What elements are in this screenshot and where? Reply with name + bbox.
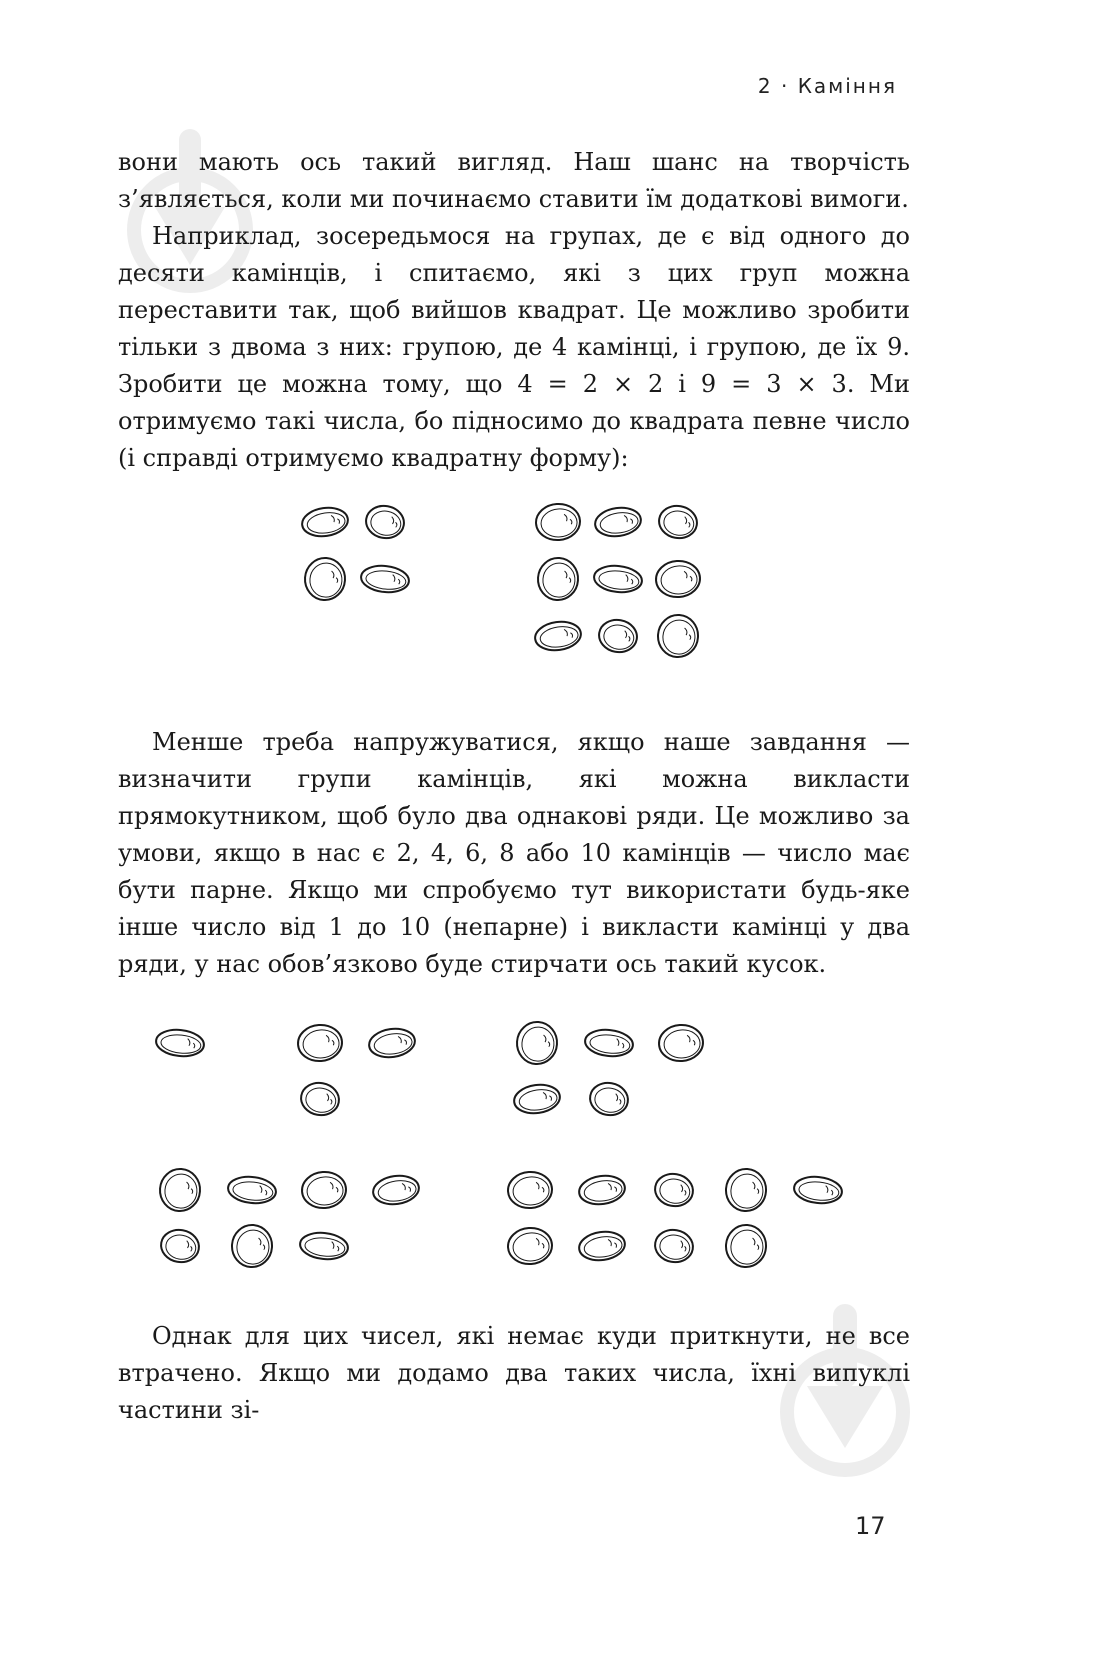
stone xyxy=(653,1171,696,1209)
stone xyxy=(507,1227,553,1266)
running-header: 2 · Каміння xyxy=(757,74,897,98)
stone xyxy=(516,1021,559,1066)
stone xyxy=(577,1229,626,1263)
stone xyxy=(653,1227,696,1265)
stone xyxy=(159,1227,202,1265)
stone xyxy=(537,557,580,602)
stone xyxy=(658,1024,704,1063)
stone xyxy=(304,557,347,602)
stone xyxy=(299,1080,342,1118)
stone xyxy=(533,619,582,653)
stone xyxy=(367,1026,416,1060)
stone xyxy=(155,1028,205,1059)
stone xyxy=(588,1080,631,1118)
paragraph: Однак для цих чисел, які немає куди приткнути, не все втрачено. Якщо ми додамо два таких числа, їхні випуклі частини зі- xyxy=(118,1322,910,1424)
stone xyxy=(299,1231,349,1262)
stone xyxy=(657,503,700,541)
stone xyxy=(725,1224,768,1269)
stone xyxy=(512,1082,561,1116)
stone xyxy=(301,1171,347,1210)
stone xyxy=(593,564,643,595)
stone xyxy=(535,503,581,542)
paragraph: Наприклад, зосередьмося на групах, де є від одного до десяти камінців, і спитаємо, які з цих груп можна переставити так, щоб вийшов квадрат. Це можливо зробити тільки з двома з них: групою, де 4 камінці, і групою, де їх 9. Зробити це можна тому, що 4 = 2 × 2 і 9 = 3 × 3. Ми отримуємо такі числа, бо підносимо до квадрата певне число (і справді отримуємо квадратну форму): xyxy=(118,222,910,472)
page-number: 17 xyxy=(855,1512,886,1540)
stone xyxy=(159,1168,202,1213)
stone xyxy=(231,1224,274,1269)
stone xyxy=(593,505,642,539)
stone xyxy=(371,1173,420,1207)
stone xyxy=(584,1028,634,1059)
stone xyxy=(297,1024,343,1063)
stone xyxy=(364,503,407,541)
stone xyxy=(597,617,640,655)
paragraph: вони мають ось такий вигляд. Наш шанс на творчість з’являється, коли ми починаємо ставити їм додаткові вимоги. xyxy=(118,148,910,213)
paragraph: Менше треба напружуватися, якщо наше завдання — визначити групи камінців, які можна викласти прямокутником, щоб було два однакові ряди. Це можливо за умови, якщо в нас є 2, 4, 6, 8 або 10 камінців — число має бути парне. Якщо ми спробуємо тут використати будь-яке інше число від 1 до 10 (непарне) і викласти камінці у два ряди, у нас обов’язково буде стирчати ось такий кусок. xyxy=(118,728,910,978)
stone xyxy=(725,1168,768,1213)
stone xyxy=(657,614,700,659)
stone xyxy=(655,560,701,599)
stone xyxy=(227,1175,277,1206)
stone xyxy=(793,1175,843,1206)
stone xyxy=(360,564,410,595)
stone xyxy=(577,1173,626,1207)
stone xyxy=(300,505,349,539)
stone xyxy=(507,1171,553,1210)
